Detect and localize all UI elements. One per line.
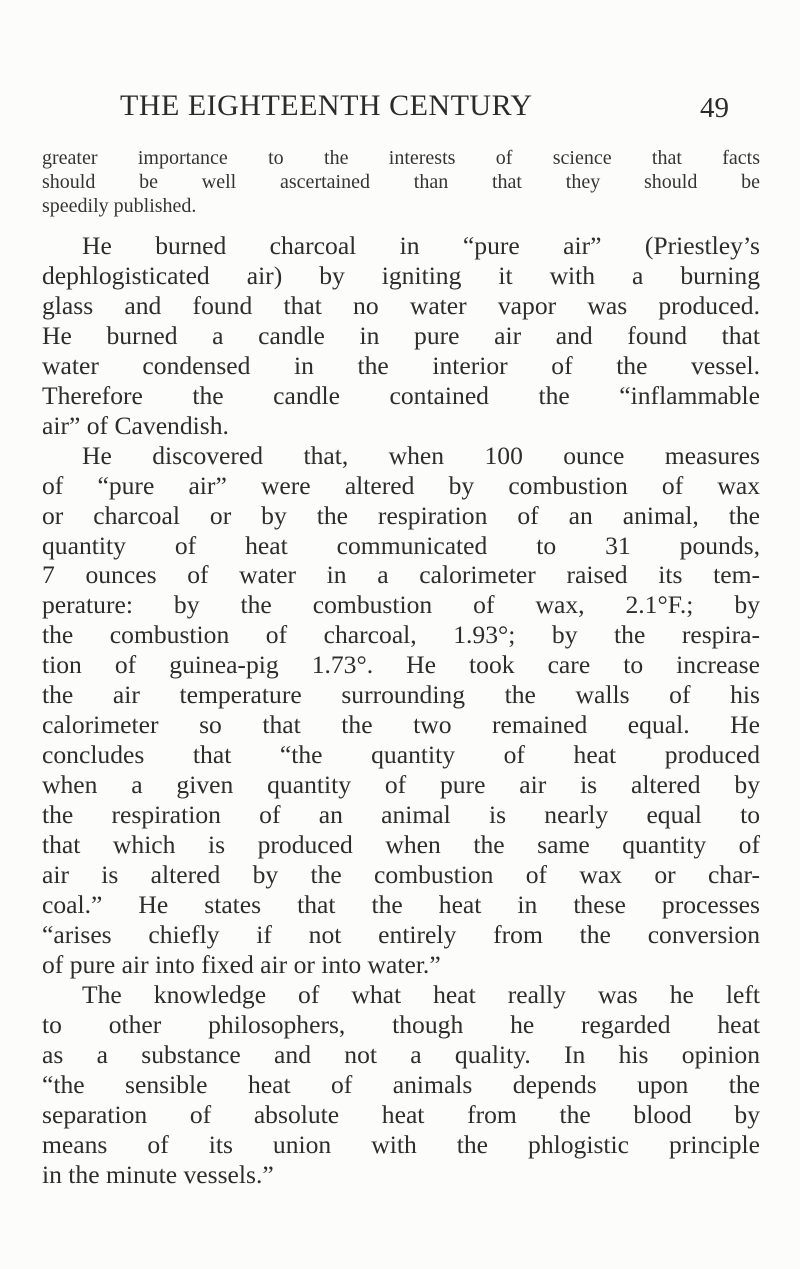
- text-line: air is altered by the combustion of wax or char-: [42, 860, 760, 890]
- page-number: 49: [700, 92, 729, 124]
- text-line: means of its union with the phlogistic principle: [42, 1129, 760, 1159]
- running-head: THE EIGHTEENTH CENTURY: [120, 89, 533, 122]
- text-line: tion of guinea-pig 1.73°. He took care to increase: [42, 650, 760, 680]
- text-line: glass and found that no water vapor was produced.: [42, 290, 760, 320]
- text-line: separation of absolute heat from the blood by: [42, 1099, 760, 1129]
- text-line: the air temperature surrounding the walls of his: [42, 680, 760, 710]
- text-line: of pure air into fixed air or into water.”: [42, 949, 441, 979]
- text-line: as a substance and not a quality. In his opinion: [42, 1039, 760, 1069]
- text-line: the respiration of an animal is nearly equal to: [42, 800, 760, 830]
- text-line: The knowledge of what heat really was he left: [82, 979, 760, 1009]
- text-line: Therefore the candle contained the “inflammable: [42, 380, 760, 410]
- text-line: should be well ascertained than that they should be: [42, 171, 760, 193]
- text-line: quantity of heat communicated to 31 pounds,: [42, 530, 760, 560]
- text-line: 7 ounces of water in a calorimeter raised its tem-: [42, 560, 760, 590]
- text-line: in the minute vessels.”: [42, 1159, 274, 1189]
- text-line: concludes that “the quantity of heat produced: [42, 740, 760, 770]
- text-line: calorimeter so that the two remained equal. He: [42, 710, 760, 740]
- text-line: He burned charcoal in “pure air” (Priestley’s: [82, 231, 760, 260]
- text-line: He discovered that, when 100 ounce measures: [82, 440, 760, 470]
- text-line: or charcoal or by the respiration of an animal, the: [42, 500, 760, 530]
- text-line: greater importance to the interests of science that facts: [42, 147, 760, 169]
- text-line: speedily published.: [42, 195, 197, 217]
- text-line: dephlogisticated air) by igniting it with a burning: [42, 260, 760, 290]
- text-line: that which is produced when the same quantity of: [42, 830, 760, 860]
- text-line: perature: by the combustion of wax, 2.1°F.; by: [42, 590, 760, 620]
- small-text-paragraph: [42, 146, 760, 218]
- text-line: the combustion of charcoal, 1.93°; by the respira-: [42, 620, 760, 650]
- text-line: water condensed in the interior of the vessel.: [42, 350, 760, 380]
- text-line: when a given quantity of pure air is altered by: [42, 770, 760, 800]
- text-line: He burned a candle in pure air and found that: [42, 320, 760, 350]
- text-line: “arises chiefly if not entirely from the conversion: [42, 919, 760, 949]
- body-text: [42, 231, 760, 1190]
- text-line: “the sensible heat of animals depends upon the: [42, 1069, 760, 1099]
- text-line: to other philosophers, though he regarded heat: [42, 1009, 760, 1039]
- text-line: of “pure air” were altered by combustion of wax: [42, 470, 760, 500]
- text-line: air” of Cavendish.: [42, 410, 229, 440]
- text-line: coal.” He states that the heat in these processes: [42, 889, 760, 919]
